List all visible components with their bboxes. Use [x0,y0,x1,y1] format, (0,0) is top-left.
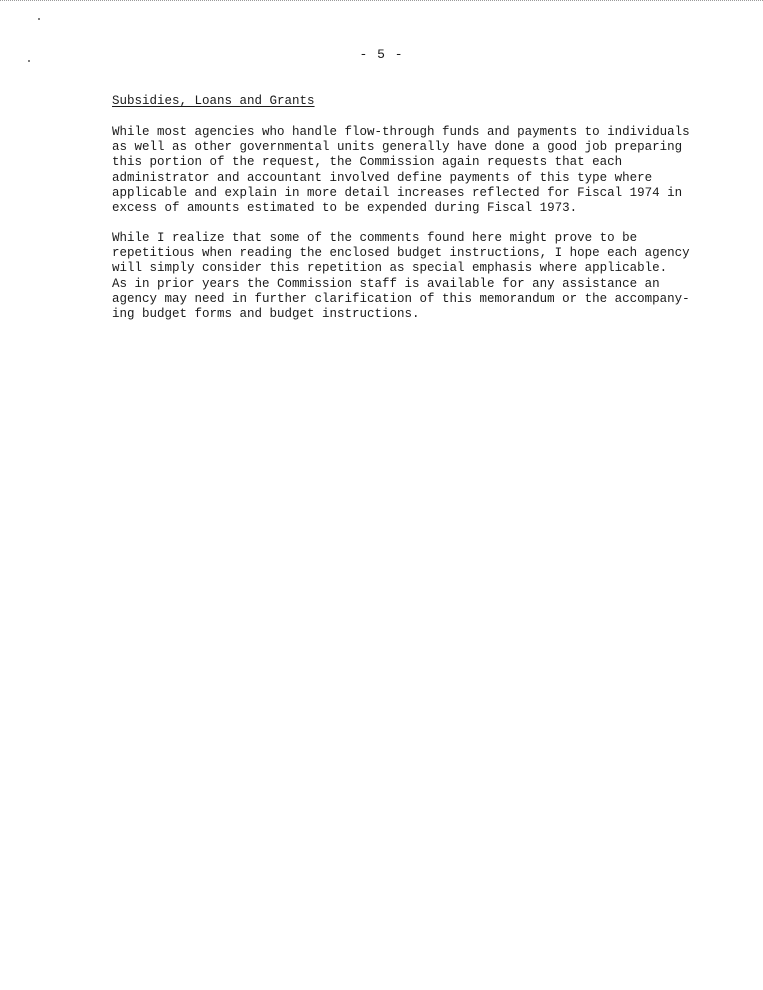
paragraph-line: As in prior years the Commission staff is available for any assistance an [112,276,660,291]
paragraph-line: as well as other governmental units generally have done a good job preparing [112,140,683,155]
paragraph-line: While I realize that some of the comments found here might prove to be [112,231,638,245]
paragraph-line: repetitious when reading the enclosed budget instructions, I hope each agency [112,246,690,261]
paragraph-line: agency may need in further clarification of this memorandum or the accompany- [112,291,690,306]
section-heading: Subsidies, Loans and Grants [112,94,315,108]
paragraph-line: While most agencies who handle flow-through funds and payments to individuals [112,125,690,139]
paragraph-line: administrator and accountant involved define payments of this type where [112,170,653,185]
page-top-edge [0,0,763,1]
page-number: - 5 - [359,47,404,62]
paragraph [112,125,712,216]
paragraph-line: excess of amounts estimated to be expended during Fiscal 1973. [112,201,578,216]
paragraph-line: this portion of the request, the Commission again requests that each [112,155,623,170]
paragraph-line: applicable and explain in more detail increases reflected for Fiscal 1974 in [112,185,683,200]
paragraph [112,231,712,322]
paragraph-line: will simply consider this repetition as special emphasis where applicable. [112,261,668,276]
scan-speck [38,18,40,20]
paragraph-line: ing budget forms and budget instructions. [112,307,420,322]
